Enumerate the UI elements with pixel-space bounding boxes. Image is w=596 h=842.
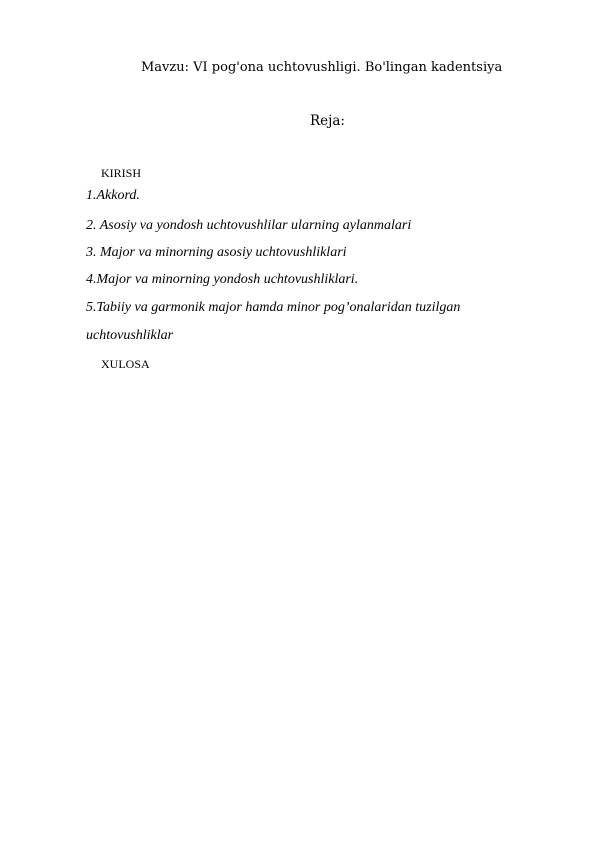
plan-item-2: 2. Asosiy va yondosh uchtovushlilar ularning aylanmalari	[86, 218, 412, 233]
conclusion-label: XULOSA	[101, 357, 150, 371]
intro-label: KIRISH	[101, 166, 142, 180]
plan-item-3: 3. Major va minorning asosiy uchtovushliklari	[86, 245, 347, 260]
plan-item-5: 5.Tabiiy va garmonik major hamda minor pog’onalaridan tuzilgan	[86, 300, 461, 315]
plan-item-5-continuation: uchtovushliklar	[86, 328, 174, 343]
plan-item-4: 4.Major va minorning yondosh uchtovushliklari.	[86, 272, 359, 287]
document-title: Mavzu: VI pog'ona uchtovushligi. Bo'lingan kadentsiya	[141, 60, 503, 75]
plan-heading: Reja:	[310, 113, 345, 129]
plan-item-1: 1.Akkord.	[86, 188, 140, 203]
